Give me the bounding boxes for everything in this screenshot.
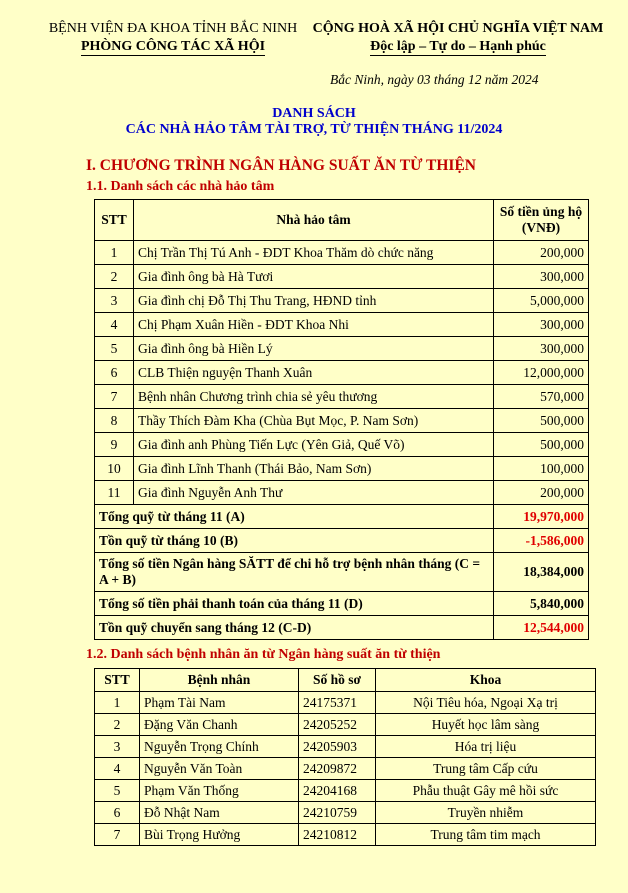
summary-row (95, 529, 589, 553)
summary-row (95, 592, 589, 616)
column-header: Số hồ sơ (299, 669, 376, 692)
table-row (95, 313, 589, 337)
column-header: STT (95, 669, 140, 692)
table-cell: 10 (95, 457, 134, 481)
column-header: Số tiền ủng hộ (VNĐ) (494, 200, 589, 241)
table-cell: 7 (95, 385, 134, 409)
table-cell: 24175371 (299, 692, 376, 714)
table-cell: 6 (95, 361, 134, 385)
table-cell: Trung tâm tim mạch (376, 824, 596, 846)
table-row (95, 241, 589, 265)
summary-label: Tồn quỹ từ tháng 10 (B) (95, 529, 494, 553)
table-cell: Bùi Trọng Hưởng (140, 824, 299, 846)
table-cell: 8 (95, 409, 134, 433)
table-cell: Đặng Văn Chanh (140, 714, 299, 736)
table-cell: 200,000 (494, 241, 589, 265)
hospital-name: BỆNH VIỆN ĐA KHOA TỈNH BẮC NINH (48, 21, 298, 36)
table-row (95, 692, 596, 714)
table-row (95, 714, 596, 736)
summary-value: -1,586,000 (494, 529, 589, 553)
table-row (95, 736, 596, 758)
table-cell: 12,000,000 (494, 361, 589, 385)
table-cell: 100,000 (494, 457, 589, 481)
table-cell: Thầy Thích Đàm Kha (Chùa Bụt Mọc, P. Nam Sơn) (134, 409, 494, 433)
table-cell: Gia đình Nguyễn Anh Thư (134, 481, 494, 505)
donors-table-body (95, 241, 589, 640)
table-cell: 500,000 (494, 409, 589, 433)
table-cell: 24210812 (299, 824, 376, 846)
table-cell: 2 (95, 714, 140, 736)
table-cell: 2 (95, 265, 134, 289)
table-cell: Phạm Văn Thống (140, 780, 299, 802)
document-title: DANH SÁCH (272, 106, 356, 121)
table-cell: 11 (95, 481, 134, 505)
table-cell: CLB Thiện nguyện Thanh Xuân (134, 361, 494, 385)
table-cell: 24209872 (299, 758, 376, 780)
table-cell: 570,000 (494, 385, 589, 409)
subsection-patients: 1.2. Danh sách bệnh nhân ăn từ Ngân hàng suất ăn từ thiện (86, 647, 441, 662)
table-cell: Truyền nhiễm (376, 802, 596, 824)
summary-label: Tổng quỹ từ tháng 11 (A) (95, 505, 494, 529)
table-row (95, 802, 596, 824)
summary-label: Tổng số tiền phải thanh toán của tháng 11 (D) (95, 592, 494, 616)
table-cell: 24205252 (299, 714, 376, 736)
document-date: Bắc Ninh, ngày 03 tháng 12 năm 2024 (330, 72, 539, 87)
table-row (95, 265, 589, 289)
column-header: Khoa (376, 669, 596, 692)
summary-value: 5,840,000 (494, 592, 589, 616)
table-row (95, 824, 596, 846)
table-cell: 5,000,000 (494, 289, 589, 313)
table-row (95, 481, 589, 505)
table-row (95, 385, 589, 409)
document-subtitle: CÁC NHÀ HẢO TÂM TÀI TRỢ, TỪ THIỆN THÁNG 11/2024 (125, 122, 503, 137)
section-heading: I. CHƯƠNG TRÌNH NGÂN HÀNG SUẤT ĂN TỪ THIỆN (86, 157, 476, 174)
donors-table (94, 199, 589, 640)
patients-table (94, 668, 596, 846)
department-name: PHÒNG CÔNG TÁC XÃ HỘI (80, 39, 266, 54)
table-cell: Nội Tiêu hóa, Ngoại Xạ trị (376, 692, 596, 714)
summary-row (95, 505, 589, 529)
table-cell: 1 (95, 241, 134, 265)
table-cell: 24210759 (299, 802, 376, 824)
column-header: Nhà hảo tâm (134, 200, 494, 241)
table-cell: 300,000 (494, 337, 589, 361)
table-cell: Bệnh nhân Chương trình chia sẻ yêu thương (134, 385, 494, 409)
column-header: STT (95, 200, 134, 241)
table-cell: 300,000 (494, 313, 589, 337)
table-cell: Nguyễn Văn Toàn (140, 758, 299, 780)
summary-label: Tổng số tiền Ngân hàng SĂTT để chi hỗ trợ bệnh nhân tháng (C = A + B) (95, 553, 494, 592)
table-cell: Gia đình Lĩnh Thanh (Thái Bảo, Nam Sơn) (134, 457, 494, 481)
table-row (95, 361, 589, 385)
table-cell: 300,000 (494, 265, 589, 289)
table-cell: 3 (95, 736, 140, 758)
table-cell: 7 (95, 824, 140, 846)
nation-name: CỘNG HOÀ XÃ HỘI CHỦ NGHĨA VIỆT NAM (312, 21, 604, 36)
table-cell: Gia đình chị Đỗ Thị Thu Trang, HĐND tỉnh (134, 289, 494, 313)
table-cell: 500,000 (494, 433, 589, 457)
table-cell: Gia đình ông bà Hà Tươi (134, 265, 494, 289)
patients-table-body (95, 692, 596, 846)
table-cell: 4 (95, 758, 140, 780)
nation-header (308, 20, 608, 56)
table-row (95, 457, 589, 481)
table-cell: 200,000 (494, 481, 589, 505)
table-cell: Nguyễn Trọng Chính (140, 736, 299, 758)
summary-value: 19,970,000 (494, 505, 589, 529)
table-cell: Đỗ Nhật Nam (140, 802, 299, 824)
table-row (95, 409, 589, 433)
table-cell: Huyết học lâm sàng (376, 714, 596, 736)
subsection-donors: 1.1. Danh sách các nhà hảo tâm (86, 179, 275, 194)
table-cell: Gia đình anh Phùng Tiến Lực (Yên Giả, Quế Võ) (134, 433, 494, 457)
table-cell: 5 (95, 337, 134, 361)
patients-header-row (95, 669, 596, 692)
table-cell: 24205903 (299, 736, 376, 758)
summary-row (95, 616, 589, 640)
table-row (95, 780, 596, 802)
table-cell: 6 (95, 802, 140, 824)
table-cell: 24204168 (299, 780, 376, 802)
table-row (95, 289, 589, 313)
summary-value: 18,384,000 (494, 553, 589, 592)
donors-header-row (95, 200, 589, 241)
org-header (48, 20, 298, 56)
summary-value: 12,544,000 (494, 616, 589, 640)
table-row (95, 337, 589, 361)
table-cell: 3 (95, 289, 134, 313)
table-cell: 9 (95, 433, 134, 457)
table-row (95, 433, 589, 457)
table-cell: Gia đình ông bà Hiền Lý (134, 337, 494, 361)
table-cell: 5 (95, 780, 140, 802)
table-cell: Chị Phạm Xuân Hiền - ĐDT Khoa Nhi (134, 313, 494, 337)
nation-motto: Độc lập – Tự do – Hạnh phúc (370, 39, 546, 54)
table-cell: Phẫu thuật Gây mê hồi sức (376, 780, 596, 802)
table-cell: Phạm Tài Nam (140, 692, 299, 714)
table-cell: Chị Trần Thị Tú Anh - ĐDT Khoa Thăm dò chức năng (134, 241, 494, 265)
table-cell: Trung tâm Cấp cứu (376, 758, 596, 780)
table-cell: Hóa trị liệu (376, 736, 596, 758)
summary-row (95, 553, 589, 592)
table-cell: 4 (95, 313, 134, 337)
table-row (95, 758, 596, 780)
table-cell: 1 (95, 692, 140, 714)
summary-label: Tồn quỹ chuyển sang tháng 12 (C-D) (95, 616, 494, 640)
column-header: Bệnh nhân (140, 669, 299, 692)
